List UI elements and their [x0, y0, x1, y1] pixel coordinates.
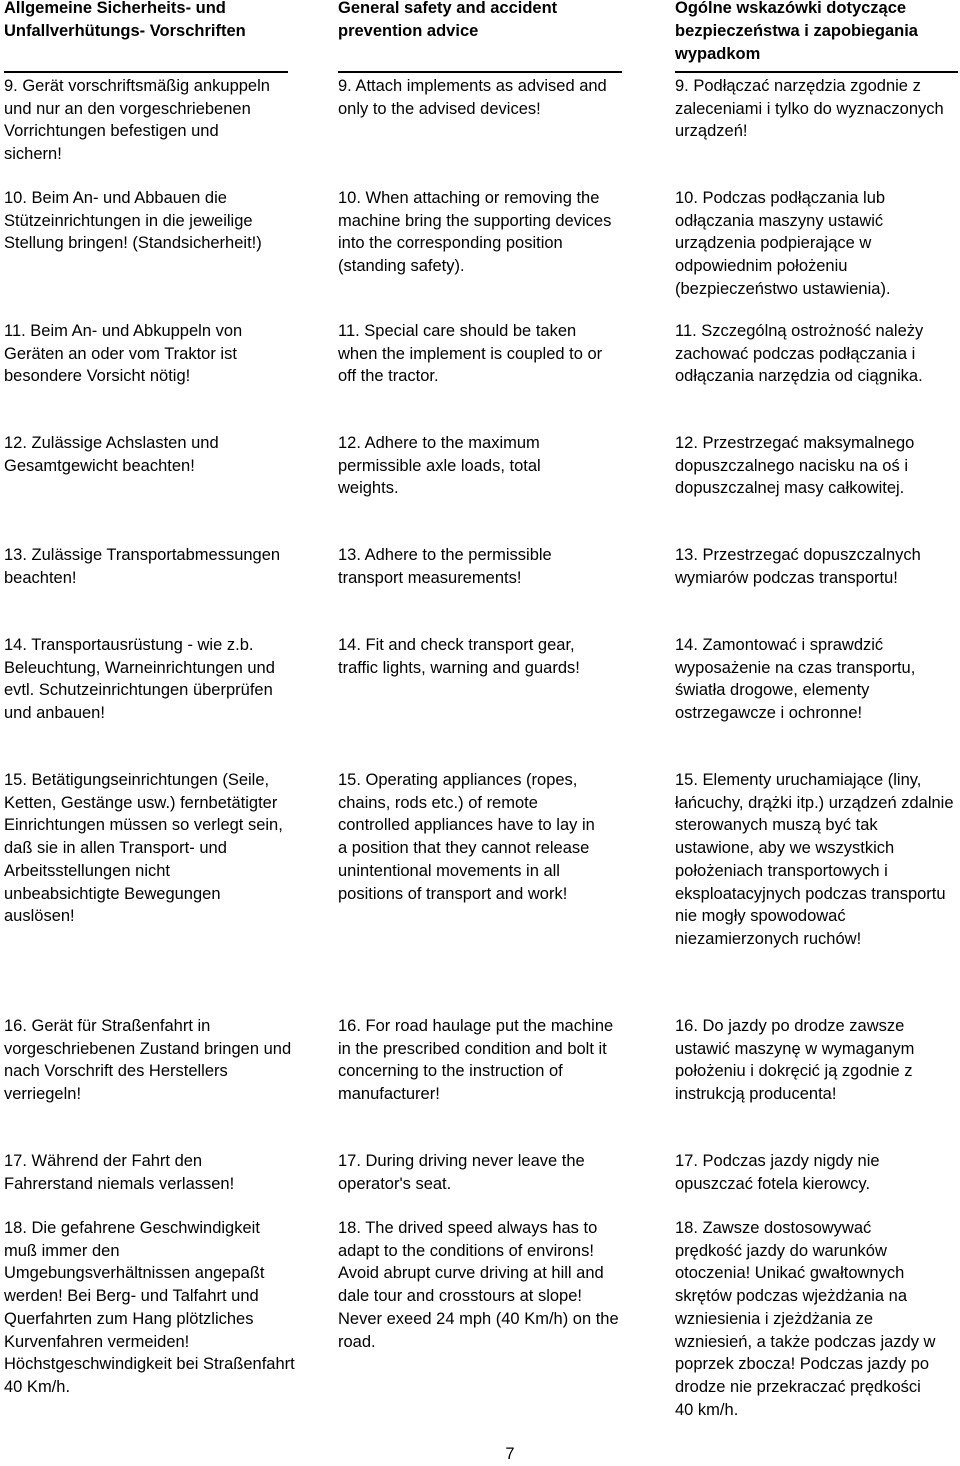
list-item: 10. Podczas podłączania lub odłączania maszyny ustawić urządzenia podpierające w odpowiednim położeniu (bezpieczeństwo ustawienia).	[675, 189, 891, 298]
list-item: 15. Elementy uruchamiające (liny, łańcuchy, drążki itp.) urządzeń zdalnie sterowanych muszą być tak ustawione, aby we wszystkich położeniach transportowych i eksploatacyjnych podczas transportu nie mogły spowodować niezamierzonych ruchów!	[675, 771, 954, 948]
list-item: 18. Zawsze dostosowywać prędkość jazdy do warunków otoczenia! Unikać gwałtownych skrętów podczas wjeżdżania na wzniesienia i zjeżdżania ze wzniesień, a także podczas jazdy w poprzek zbocza! Podczas jazdy po drodze nie przekraczać prędkości 40 km/h.	[675, 1219, 936, 1419]
list-item: 11. Szczególną ostrożność należy zachować podczas podłączania i odłączania narzędzia od ciągnika.	[675, 322, 924, 386]
list-item: 16. Gerät für Straßenfahrt in vorgeschriebenen Zustand bringen und nach Vorschrift des Herstellers verriegeln!	[4, 1017, 292, 1104]
page-number: 7	[505, 1445, 515, 1463]
list-item: 14. Zamontować i sprawdzić wyposażenie na czas transportu, światła drogowe, elementy ostrzegawcze i ochronne!	[675, 636, 916, 723]
column-header: General safety and accident prevention advice	[338, 0, 558, 40]
list-item: 12. Przestrzegać maksymalnego dopuszczalnego nacisku na oś i dopuszczalnej masy całkowitej.	[675, 434, 915, 498]
header-rule	[675, 71, 958, 73]
list-item: 18. Die gefahrene Geschwindigkeit muß immer den Umgebungsverhältnissen angepaßt werden! Bei Berg- und Talfahrt und Querfahrten zum Hang plötzliches Kurvenfahren vermeiden! Höchstgeschwindigkeit bei Straßenfahrt 40 Km/h.	[4, 1219, 295, 1396]
list-item: 16. For road haulage put the machine in the prescribed condition and bolt it concerning to the instruction of manufacturer!	[338, 1017, 614, 1104]
list-item: 17. During driving never leave the operator's seat.	[338, 1152, 585, 1193]
list-item: 16. Do jazdy po drodze zawsze ustawić maszynę w wymaganym położeniu i dokręcić ją zgodnie z instrukcją producenta!	[675, 1017, 915, 1104]
list-item: 9. Attach implements as advised and only to the advised devices!	[338, 77, 607, 118]
list-item: 17. Während der Fahrt den Fahrerstand niemals verlassen!	[4, 1152, 235, 1193]
list-item: 12. Adhere to the maximum permissible axle loads, total weights.	[338, 434, 541, 498]
list-item: 12. Zulässige Achslasten und Gesamtgewicht beachten!	[4, 434, 219, 475]
list-item: 15. Betätigungseinrichtungen (Seile, Ketten, Gestänge usw.) fernbetätigter Einrichtungen müssen so verlegt sein, daß sie in allen Transport- und Arbeitsstellungen nicht unbeabsichtigte Bewegungen auslösen!	[4, 771, 283, 926]
list-item: 18. The drived speed always has to adapt to the conditions of environs! Avoid abrupt curve driving at hill and dale tour and crosstours at slope! Never exeed 24 mph (40 Km/h) on the road.	[338, 1219, 619, 1351]
list-item: 15. Operating appliances (ropes, chains, rods etc.) of remote controlled appliances have to lay in a position that they cannot release unintentional movements in all positions of transport and work!	[338, 771, 595, 903]
list-item: 14. Transportausrüstung - wie z.b. Beleuchtung, Warneinrichtungen und evtl. Schutzeinrichtungen überprüfen und anbauen!	[4, 636, 275, 723]
list-item: 9. Podłączać narzędzia zgodnie z zaleceniami i tylko do wyznaczonych urządzeń!	[675, 77, 944, 141]
list-item: 13. Przestrzegać dopuszczalnych wymiarów podczas transportu!	[675, 546, 921, 587]
list-item: 11. Beim An- und Abkuppeln von Geräten an oder vom Traktor ist besondere Vorsicht nötig!	[4, 322, 243, 386]
list-item: 17. Podczas jazdy nigdy nie opuszczać fotela kierowcy.	[675, 1152, 880, 1193]
header-rule	[4, 71, 288, 73]
list-item: 13. Zulässige Transportabmessungen beachten!	[4, 546, 281, 587]
list-item: 9. Gerät vorschriftsmäßig ankuppeln und nur an den vorgeschriebenen Vorrichtungen befestigen und sichern!	[4, 77, 270, 164]
list-item: 14. Fit and check transport gear, traffic lights, warning and guards!	[338, 636, 580, 677]
list-item: 13. Adhere to the permissible transport measurements!	[338, 546, 552, 587]
header-rule	[338, 71, 622, 73]
column-header: Ogólne wskazówki dotyczące bezpieczeństwa i zapobiegania wypadkom	[675, 0, 918, 63]
list-item: 10. Beim An- und Abbauen die Stützeinrichtungen in die jeweilige Stellung bringen! (Standsicherheit!)	[4, 189, 262, 253]
column-header: Allgemeine Sicherheits- und Unfallverhütungs- Vorschriften	[4, 0, 246, 40]
list-item: 11. Special care should be taken when the implement is coupled to or off the tractor.	[338, 322, 603, 386]
list-item: 10. When attaching or removing the machine bring the supporting devices into the corresponding position (standing safety).	[338, 189, 612, 276]
